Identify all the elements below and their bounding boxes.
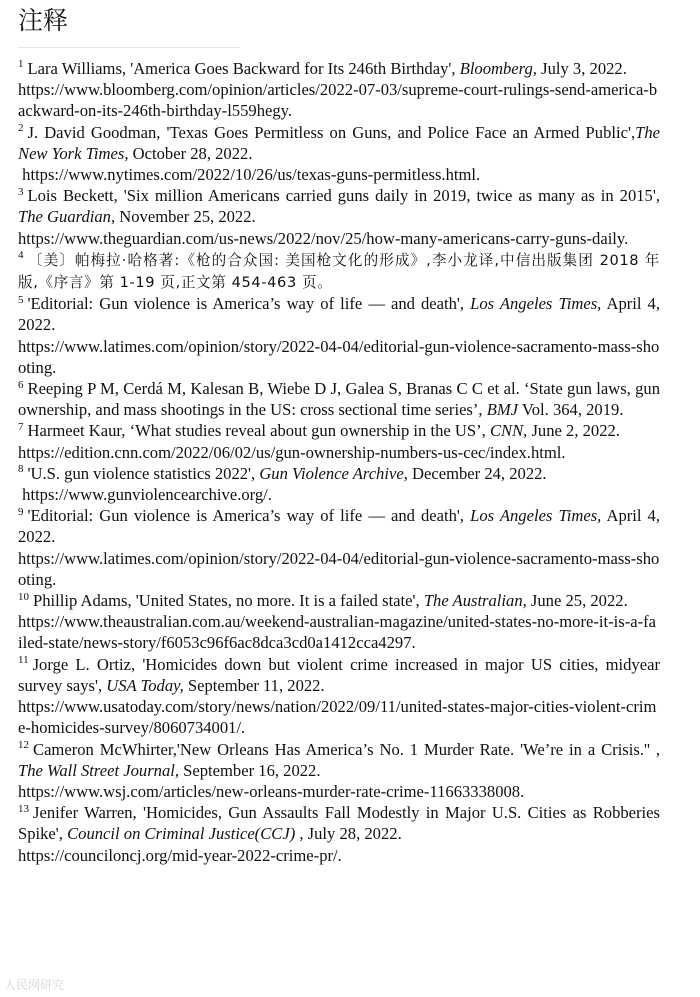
note-text: 'Editorial: Gun violence is America’s way of life — and death', xyxy=(27,294,471,314)
note-text: 'U.S. gun violence statistics 2022', xyxy=(27,463,260,483)
title-divider xyxy=(18,47,240,48)
note-number: 12 xyxy=(18,738,29,751)
note-url[interactable]: https://counciloncj.org/mid-year-2022-crime-pr/. xyxy=(18,845,342,865)
note-source: Bloomberg, xyxy=(459,59,537,78)
note-source: Gun Violence Archive, xyxy=(259,463,408,483)
note-text: Harmeet Kaur, ‘What studies reveal about gun ownership in the US’, xyxy=(27,421,490,441)
note-text: Jorge L. Ortiz, 'Homicides down but violent crime increased in major US cities, midyear survey says', xyxy=(18,654,660,695)
note-number: 1 xyxy=(18,58,24,71)
note-url[interactable]: https://www.theguardian.com/us-news/2022/nov/25/how-many-americans-carry-guns-daily. xyxy=(18,228,629,248)
note-number: 9 xyxy=(18,505,24,518)
note-source: The Guardian, xyxy=(18,207,116,227)
note-item xyxy=(18,654,660,739)
note-item xyxy=(18,378,660,420)
note-item xyxy=(18,739,660,803)
note-date: April 4, 2022. xyxy=(18,294,660,335)
note-number: 7 xyxy=(18,420,24,433)
note-item xyxy=(18,590,660,654)
note-item xyxy=(18,249,660,293)
note-url[interactable]: https://www.theaustralian.com.au/weekend-australian-magazine/united-states-no-more-it-is-a-failed-state/news-story/f6053c96f6ac8dca3cd0a1412cca4297. xyxy=(18,612,657,653)
page-title: 注释 xyxy=(18,6,69,35)
note-url[interactable]: https://www.nytimes.com/2022/10/26/us/texas-guns-permitless.html. xyxy=(22,165,481,185)
note-source: Council on Criminal Justice(CCJ) , xyxy=(67,824,304,844)
note-url[interactable]: https://www.usatoday.com/story/news/nation/2022/09/11/united-states-major-cities-violent-crime-homicides-survey/8060734001/. xyxy=(18,697,657,738)
note-text: J. David Goodman, 'Texas Goes Permitless on Guns, and Police Face an Armed Public', xyxy=(27,122,636,142)
note-text: Lois Beckett, 'Six million Americans carried guns daily in 2019, twice as many as in 2015', xyxy=(27,186,660,206)
note-url[interactable]: https://edition.cnn.com/2022/06/02/us/gun-ownership-numbers-us-cec/index.html. xyxy=(18,442,566,462)
note-date: June 2, 2022. xyxy=(527,421,620,441)
note-number: 6 xyxy=(18,378,24,391)
note-text: Phillip Adams, 'United States, no more. It is a failed state', xyxy=(33,591,424,611)
note-item xyxy=(18,463,660,505)
note-source: USA Today, xyxy=(106,675,184,695)
watermark-text: 人民网研究 xyxy=(4,978,65,992)
note-number: 8 xyxy=(18,463,24,476)
note-item xyxy=(18,293,660,378)
note-item xyxy=(18,420,660,462)
note-item xyxy=(18,505,660,590)
note-url[interactable]: https://www.latimes.com/opinion/story/2022-04-04/editorial-gun-violence-sacramento-mass-shooting. xyxy=(18,548,660,589)
note-source: CNN, xyxy=(489,421,528,441)
note-number: 13 xyxy=(18,802,29,815)
note-number: 11 xyxy=(18,654,29,667)
note-url[interactable]: https://www.gunviolencearchive.org/. xyxy=(22,485,272,505)
note-source: Los Angeles Times, xyxy=(470,294,602,314)
note-date: April 4, 2022. xyxy=(18,506,660,547)
note-source: BMJ xyxy=(486,400,519,420)
note-url[interactable]: https://www.wsj.com/articles/new-orleans-murder-rate-crime-11663338008. xyxy=(18,781,525,801)
note-date: Vol. 364, 2019. xyxy=(518,400,624,420)
note-item xyxy=(18,185,660,249)
note-text: Cameron McWhirter,'New Orleans Has America’s No. 1 Murder Rate. 'We’re in a Crisis.'' , xyxy=(33,739,660,759)
note-date: June 25, 2022. xyxy=(526,591,628,611)
note-date: July 3, 2022. xyxy=(536,59,627,78)
note-url[interactable]: https://www.bloomberg.com/opinion/articles/2022-07-03/supreme-court-rulings-send-america-backward-on-its-246th-birthday-l559hegy. xyxy=(18,80,658,121)
note-source: The Australian, xyxy=(423,591,527,611)
note-text: Lara Williams, 'America Goes Backward for Its 246th Birthday', xyxy=(27,59,460,78)
note-item xyxy=(18,122,660,186)
note-item xyxy=(18,802,660,866)
note-text: Jenifer Warren, 'Homicides, Gun Assaults Fall Modestly in Major U.S. Cities as Robberies Spike', xyxy=(18,803,660,844)
note-text-chinese: 〔美〕帕梅拉·哈格著:《枪的合众国: 美国枪文化的形成》,李小龙译,中信出版集团 2018 年版,《序言》第 1-19 页,正文第 454-463 页。 xyxy=(18,251,660,292)
notes-list xyxy=(18,58,660,866)
note-number: 2 xyxy=(18,122,24,135)
note-date: September 16, 2022. xyxy=(179,760,321,780)
note-date: December 24, 2022. xyxy=(407,463,547,483)
note-number: 10 xyxy=(18,590,29,603)
note-text: 'Editorial: Gun violence is America’s way of life — and death', xyxy=(27,506,471,526)
note-date: November 25, 2022. xyxy=(115,207,256,227)
note-number: 4 xyxy=(18,249,24,262)
note-url[interactable]: https://www.latimes.com/opinion/story/2022-04-04/editorial-gun-violence-sacramento-mass-shooting. xyxy=(18,336,660,377)
note-date: September 11, 2022. xyxy=(183,675,325,695)
note-date: July 28, 2022. xyxy=(303,824,402,844)
note-date: October 28, 2022. xyxy=(128,143,253,163)
note-text: Reeping P M, Cerdá M, Kalesan B, Wiebe D J, Galea S, Branas C C et al. ‘State gun laws, gun ownership, and mass shootings in the US: cross sectional time series’, xyxy=(18,379,660,420)
note-source: The New York Times, xyxy=(18,122,660,163)
note-number: 3 xyxy=(18,185,24,198)
note-number: 5 xyxy=(18,293,24,306)
note-source: The Wall Street Journal, xyxy=(18,760,180,780)
note-item xyxy=(18,58,660,122)
note-source: Los Angeles Times, xyxy=(470,506,602,526)
